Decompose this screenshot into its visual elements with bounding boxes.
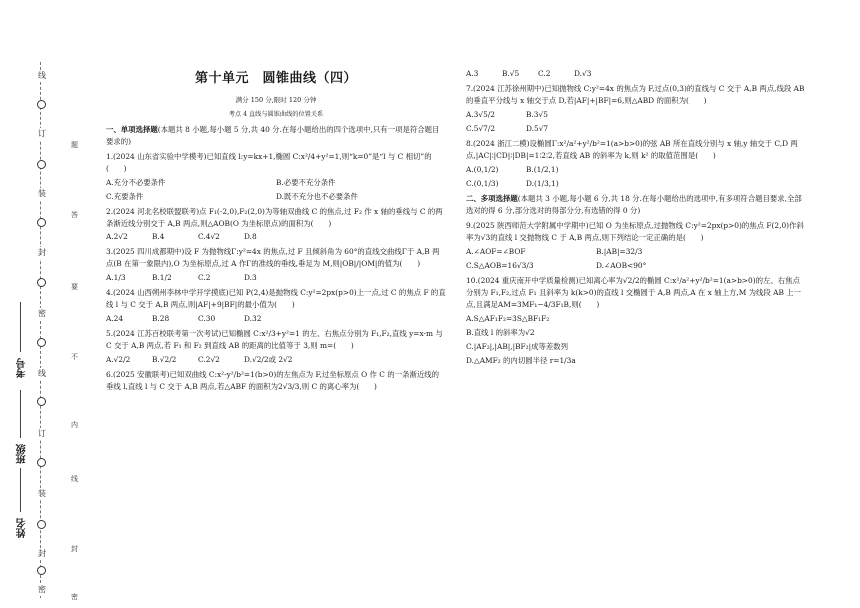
- options-row: [106, 313, 446, 325]
- option-a[interactable]: A.24: [106, 314, 124, 324]
- question-9: 9.(2025 陕西师范大学附属中学期中)已知 O 为坐标原点,过抛物线 C:y²=2px(p>0)的焦点 F(2,0)作斜率为√3的直线 l 交抛物线 C 于 A,B 两点,则下列结论一定正确的是( ): [466, 220, 804, 242]
- question-6: 6.(2025 安徽联考)已知双曲线 C:x²-y²/b²=1(b>0)的左焦点为 F,过坐标原点 O 作 C 的一条渐近线的垂线 l,直线 l 与 C 交于 A,B 两点,若△ABF 的面积为2√3/3,则 C 的离心率为( ): [106, 370, 440, 392]
- option-c[interactable]: C.|AF₂|,|AB|,|BF₂|成等差数列: [466, 341, 569, 351]
- page-title: 第十单元 圆锥曲线（四）: [194, 71, 357, 86]
- section-heading: [106, 124, 446, 148]
- option-a[interactable]: A.2√2: [106, 232, 128, 242]
- option-a[interactable]: A.√2/2: [106, 355, 131, 365]
- option-c[interactable]: C.充要条件: [106, 191, 144, 201]
- options-row: [466, 68, 806, 80]
- option-a[interactable]: A.∠AOF=∠BOF: [466, 246, 526, 256]
- question-5: 5.(2024 江苏百校联考第一次考试)已知椭圆 C:x²/3+y²=1 的左、右焦点分别为 F₁,F₂,直线 y=x-m 与 C 交于 A,B 两点,若 F₁ 和 F₂ 到直线 AB 的距离的比值等于 3,则 m=( ): [106, 329, 443, 351]
- options-row: [466, 260, 806, 272]
- option-c[interactable]: C.S△AOB=16√3/3: [466, 260, 534, 270]
- option-c[interactable]: C.2: [198, 273, 211, 283]
- option-c[interactable]: C.4√2: [198, 232, 220, 242]
- options-row: [466, 178, 806, 190]
- question-1: 1.(2024 山东省实验中学模考)已知直线 l:y=kx+1,椭圆 C:x²/4+y²=1,则“k=0”是“l 与 C 相切”的( ): [106, 151, 432, 173]
- option-b[interactable]: B.3√5: [526, 109, 548, 119]
- seal-char: 封: [38, 549, 46, 558]
- seal-char: 封: [38, 248, 46, 257]
- section-description: (本题共 8 小题,每小题 5 分,共 40 分.在每小题给出的四个选项中,只有一项是符合题目要求的): [106, 124, 440, 146]
- name-field[interactable]: [20, 468, 21, 512]
- binding-hole-icon: [37, 520, 46, 529]
- options-row: [106, 177, 446, 189]
- seal-char: 线: [38, 369, 46, 378]
- seal-char: 装: [38, 489, 46, 498]
- question-2: 2.(2024 河北名校联盟联考)点 F₁(-2,0),F₂(2,0)为等轴双曲线 C 的焦点,过 F₂ 作 x 轴的垂线与 C 的两条渐近线分别交于 A,B 两点,则△AOB(O 为坐标原点)的面积为( ): [106, 206, 443, 228]
- exam-info: 满分 150 分,限时 120 分钟: [235, 96, 317, 105]
- option-a[interactable]: A.1/3: [106, 273, 126, 283]
- binding-hole-icon: [37, 218, 46, 227]
- option-d[interactable]: D.√2/2或 2√2: [244, 355, 293, 365]
- options-row: [106, 272, 446, 284]
- question-8: 8.(2024 浙江二模)设椭圆Γ:x²/a²+y²/b²=1(a>b>0)的弦 AB 所在直线分别与 x 轴,y 轴交于 C,D 两点,|AC|∶|CD|∶|DB|=1∶2∶2,若直线 AB 的斜率为 k,则 k² 的取值范围是( ): [466, 138, 798, 160]
- option-d[interactable]: D.△AMF₂ 的内切圆半径 r=1/3a: [466, 355, 576, 365]
- name-label: 姓名: [17, 518, 28, 538]
- option-b[interactable]: B.√5: [502, 69, 520, 78]
- topic-line: 考点 4 直线与圆锥曲线的位置关系: [228, 110, 324, 118]
- option-b[interactable]: B.|AB|=32/3: [596, 246, 643, 256]
- option-b[interactable]: B.直线 l 的斜率为√2: [466, 327, 535, 337]
- binding-hole-icon: [37, 566, 46, 575]
- class-label: 班级: [17, 444, 28, 464]
- binding-hole-icon: [37, 458, 46, 467]
- options-row: [106, 231, 446, 243]
- option-d[interactable]: D.∠AOB<90°: [596, 260, 647, 270]
- option-b[interactable]: B.4: [152, 232, 165, 242]
- option-a[interactable]: A.3: [466, 69, 479, 78]
- option-a[interactable]: A.3√5/2: [466, 109, 495, 119]
- option-c[interactable]: C.2: [538, 69, 551, 78]
- options-row: [106, 354, 446, 366]
- question-10: 10.(2024 重庆南开中学质量检测)已知离心率为√2/2的椭圆 C:x²/a²+y²/b²=1(a>b>0)的左、右焦点分别为 F₁,F₂,过点 F₁ 且斜率为 k(k>0)的直线 l 交椭圆于 A,B 两点,A 在 x 轴上方,M 为线段 AB 上一点,且满足AM=3MF₁−4/3F₁B,则( ): [466, 275, 802, 309]
- option-d[interactable]: D.5√7: [526, 123, 549, 133]
- section-title: 一、单项选择题: [106, 124, 158, 134]
- option-d[interactable]: D.32: [244, 314, 262, 324]
- binding-hole-icon: [37, 278, 46, 287]
- seal-char: 订: [38, 429, 46, 438]
- exam-number-field[interactable]: [20, 302, 21, 352]
- option-b[interactable]: B.必要不充分条件: [276, 177, 336, 187]
- margin-note-char: 不: [71, 353, 78, 361]
- option-a[interactable]: A.S△AF₁F₂=3S△BF₁F₂: [466, 313, 550, 323]
- class-field[interactable]: [20, 390, 21, 438]
- binding-margin: [0, 0, 82, 608]
- option-d[interactable]: D.√3: [574, 69, 592, 78]
- option-b[interactable]: B.(1/2,1): [526, 164, 559, 174]
- right-column: [466, 68, 806, 369]
- margin-note-char: 密: [71, 593, 78, 601]
- question-3: 3.(2025 四川成都期中)设 F 为抛物线Γ:y²=4x 的焦点,过 F 且倾斜角为 60°的直线交曲线Γ于 A,B 两点(B 在第一象限内),O 为坐标原点,过 A 作Γ的准线的垂线,垂足为 M,则|OB|/|OM|的值为( ): [106, 247, 440, 269]
- seal-char: 装: [38, 189, 46, 198]
- section-description: (本题共 3 小题,每小题 6 分,共 18 分.在每小题给出的选项中,有多项符合题目要求,全部选对的得 6 分,部分选对的得部分分,有选错的得 0 分): [466, 193, 802, 215]
- margin-note-char: 内: [71, 421, 78, 429]
- margin-note-char: 要: [71, 283, 78, 291]
- margin-note-char: 线: [71, 475, 78, 483]
- option-b[interactable]: B.1/2: [152, 273, 172, 283]
- question-7: 7.(2024 江苏徐州期中)已知抛物线 C:y²=4x 的焦点为 F,过点(0,3)的直线与 C 交于 A,B 两点,线段 AB 的垂直平分线与 x 轴交于点 D,若|AF|+|BF|=6,则△ABD 的面积为( ): [466, 83, 805, 105]
- option-c[interactable]: C.30: [198, 314, 216, 324]
- left-column: [106, 68, 446, 395]
- margin-note-char: 题: [71, 141, 78, 149]
- binding-hole-icon: [37, 100, 46, 109]
- seal-char: 线: [38, 71, 46, 80]
- binding-hole-icon: [37, 160, 46, 169]
- options-row: [466, 246, 806, 258]
- option-c[interactable]: C.5√7/2: [466, 123, 496, 133]
- option-b[interactable]: B.√2/2: [152, 355, 177, 365]
- option-d[interactable]: D.既不充分也不必要条件: [276, 191, 358, 201]
- exam-number-label: 考号: [17, 358, 28, 378]
- binding-hole-icon: [37, 397, 46, 406]
- options-row: [466, 123, 806, 135]
- option-d[interactable]: D.8: [244, 232, 257, 242]
- seal-char: 密: [38, 309, 46, 318]
- seal-char: 密: [38, 585, 46, 594]
- seal-dashed-line: [40, 62, 41, 598]
- option-d[interactable]: D.3: [244, 273, 257, 283]
- margin-note-char: 答: [71, 211, 78, 219]
- options-row: [106, 191, 446, 203]
- option-b[interactable]: B.28: [152, 314, 170, 324]
- option-c[interactable]: C.(0,1/3): [466, 178, 499, 188]
- options-row: [466, 109, 806, 121]
- question-4: 4.(2024 山西朔州李林中学开学摸底)已知 P(2,4)是抛物线 C:y²=2px(p>0)上一点,过 C 的焦点 F 的直线 l 与 C 交于 A,B 两点,则|AF|+9|BF|的最小值为( ): [106, 288, 446, 310]
- option-a[interactable]: A.(0,1/2): [466, 164, 499, 174]
- option-d[interactable]: D.(1/3,1): [526, 178, 559, 188]
- section-heading: [466, 193, 806, 217]
- section-title: 二、多项选择题: [466, 193, 518, 203]
- options-row: [466, 164, 806, 176]
- option-a[interactable]: A.充分不必要条件: [106, 177, 166, 187]
- binding-hole-icon: [37, 338, 46, 347]
- margin-note-char: 封: [71, 545, 78, 553]
- option-c[interactable]: C.2√2: [198, 355, 220, 365]
- seal-char: 订: [38, 129, 46, 138]
